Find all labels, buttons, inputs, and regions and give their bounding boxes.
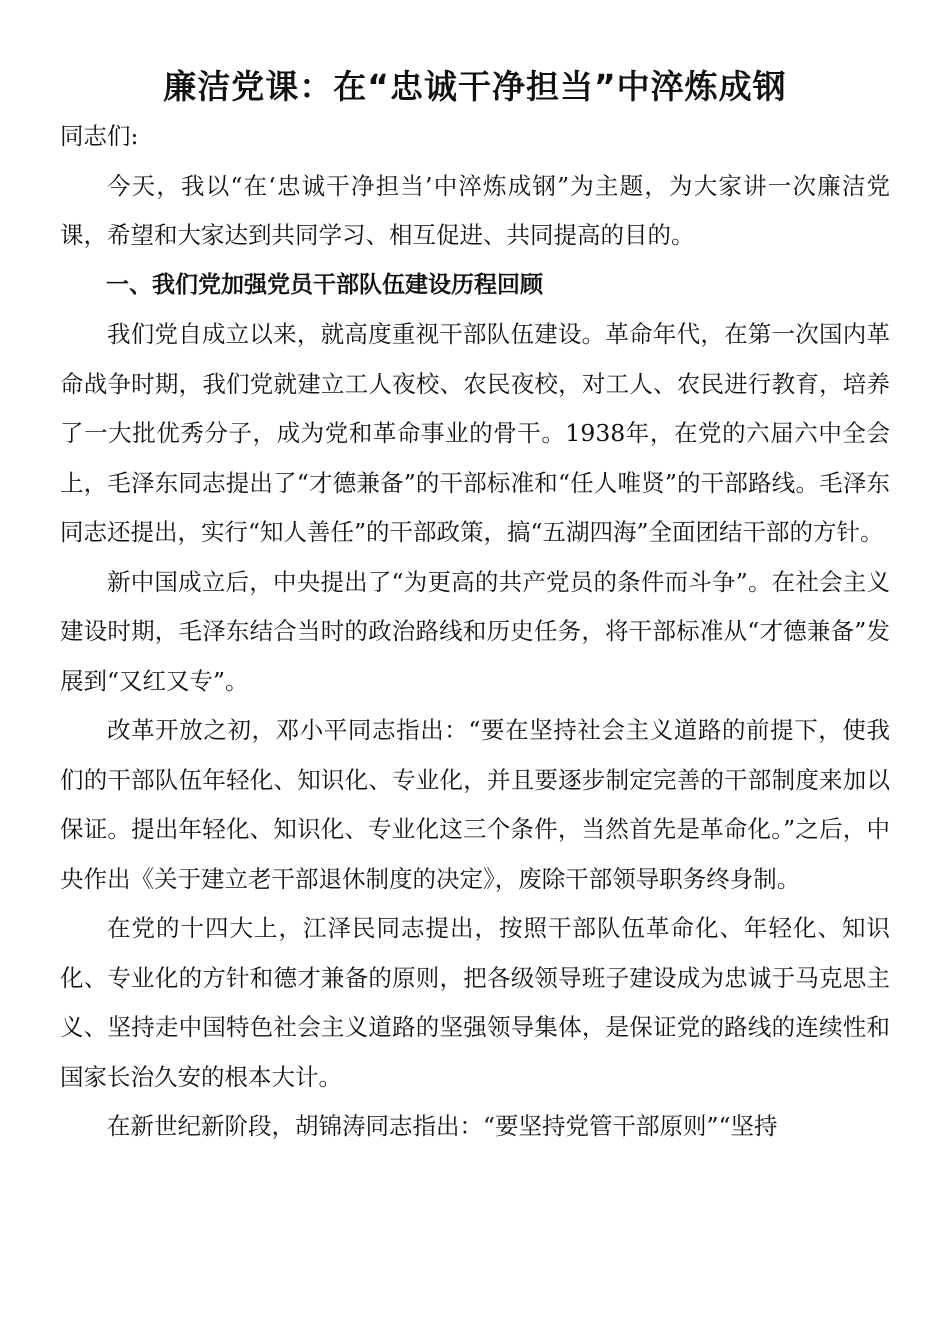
body-paragraph: 在新世纪新阶段，胡锦涛同志指出：“要坚持党管干部原则”“坚持 [107,1112,778,1140]
intro-paragraph: 今天，我以“在‘忠诚干净担当’中淬炼成钢”为主题，为大家讲一次廉洁党课，希望和大家达到共同学习、相互促进、共同提高的目的。 [60,171,890,249]
body-paragraph: 改革开放之初，邓小平同志指出：“要在坚持社会主义道路的前提下，使我们的干部队伍年轻化、知识化、专业化，并且要逐步制定完善的干部制度来加以保证。提出年轻化、知识化、专业化这三个条件，当然首先是革命化。”之后，中央作出《关于建立老干部退休制度的决定》，废除干部领导职务终身制。 [60,716,890,893]
body-paragraph: 新中国成立后，中央提出了“为更高的共产党员的条件而斗争”。在社会主义建设时期，毛泽东结合当时的政治路线和历史任务，将干部标准从“才德兼备”发展到“又红又专”。 [60,567,890,695]
body-paragraph: 我们党自成立以来，就高度重视干部队伍建设。革命年代，在第一次国内革命战争时期，我们党就建立工人夜校、农民夜校，对工人、农民进行教育，培养了一大批优秀分子，成为党和革命事业的骨干。1938年，在党的六届六中全会上，毛泽东同志提出了“才德兼备”的干部标准和“任人唯贤”的干部路线。毛泽东同志还提出，实行“知人善任”的干部政策，搞“五湖四海”全面团结干部的方针。 [60,320,890,546]
salutation: 同志们: [60,122,139,150]
section-heading: 一、我们党加强党员干部队伍建设历程回顾 [106,271,543,298]
document-body [60,112,890,1152]
document-title: 廉洁党课：在“忠诚干净担当”中淬炼成钢 [163,67,787,106]
body-paragraph: 在党的十四大上，江泽民同志提出，按照干部队伍革命化、年轻化、知识化、专业化的方针和德才兼备的原则，把各级领导班子建设成为忠诚于马克思主义、坚持走中国特色社会主义道路的坚强领导集体，是保证党的路线的连续性和国家长治久安的根本大计。 [60,914,890,1091]
